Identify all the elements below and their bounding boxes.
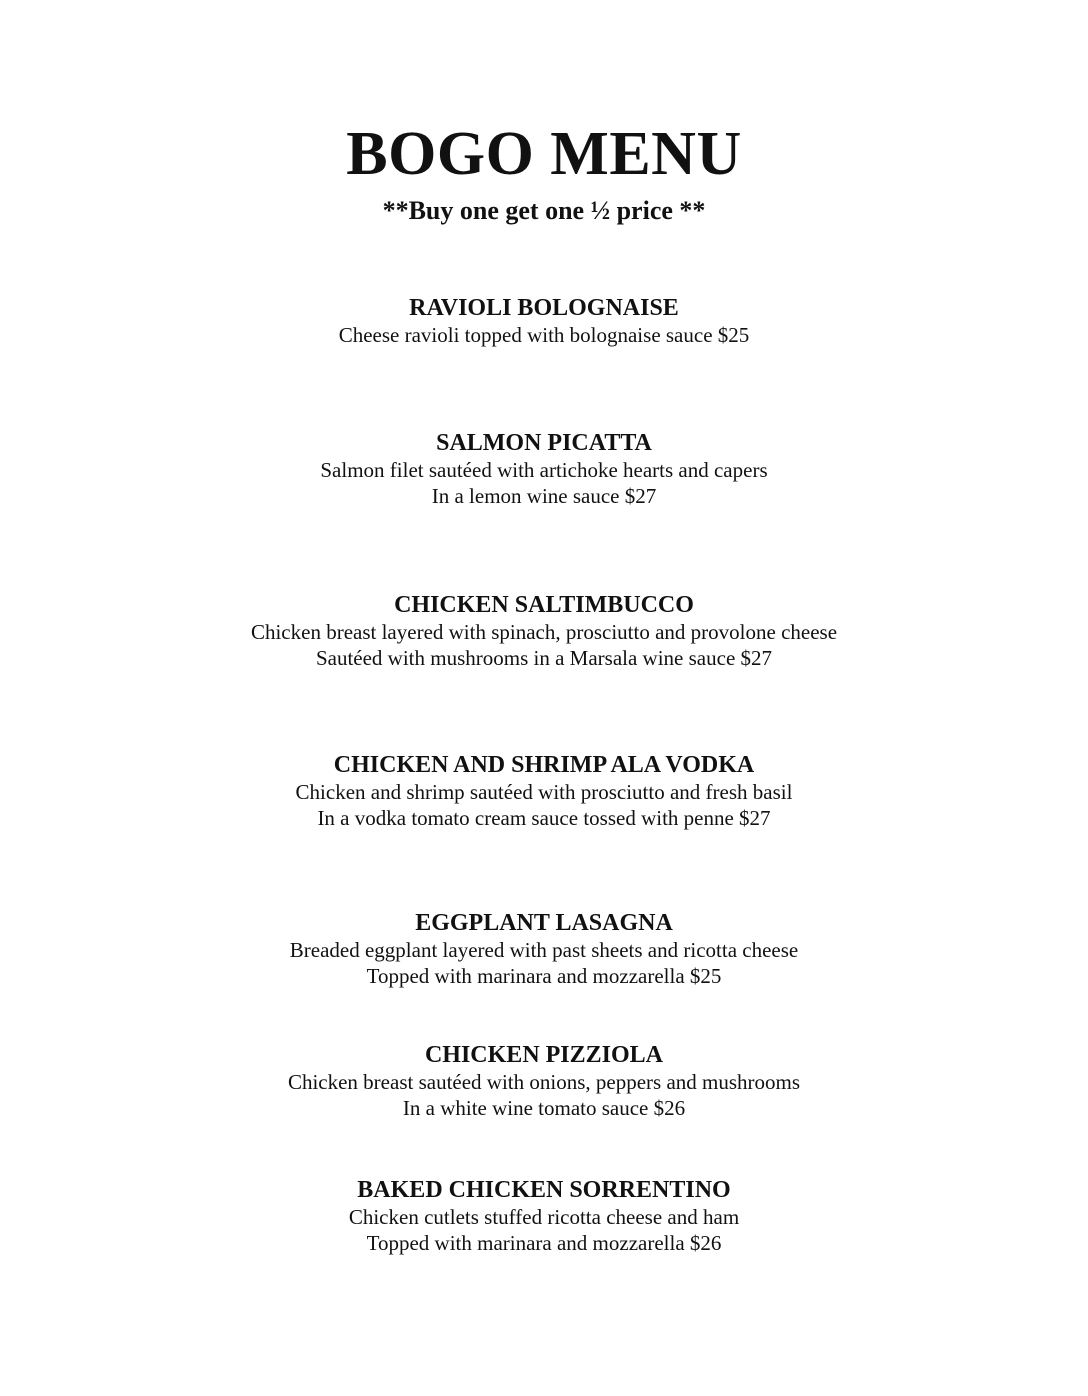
menu-item (0, 429, 1088, 509)
menu-item-description: Salmon filet sautéed with artichoke hearts and capers (320, 458, 768, 482)
menu-item-description: Topped with marinara and mozzarella $26 (366, 1231, 722, 1255)
menu-item (0, 751, 1088, 831)
menu-item-description: Sautéed with mushrooms in a Marsala wine sauce $27 (315, 646, 773, 670)
menu-item (0, 591, 1088, 671)
menu-item-description: Chicken breast layered with spinach, prosciutto and provolone cheese (250, 620, 838, 644)
menu-item (0, 294, 1088, 348)
menu-item-description: In a vodka tomato cream sauce tossed with penne $27 (317, 806, 771, 830)
menu-item-description: Breaded eggplant layered with past sheets and ricotta cheese (289, 938, 799, 962)
menu-item-description: Chicken cutlets stuffed ricotta cheese and ham (348, 1205, 740, 1229)
menu-item-name: CHICKEN AND SHRIMP ALA VODKA (333, 752, 755, 778)
menu-item-name: CHICKEN SALTIMBUCCO (394, 592, 694, 618)
menu-item (0, 1041, 1088, 1121)
menu-item-description: Chicken and shrimp sautéed with prosciutto and fresh basil (295, 780, 793, 804)
menu-item-name: SALMON PICATTA (436, 430, 652, 456)
menu-item-name: EGGPLANT LASAGNA (415, 910, 673, 936)
menu-item-description: Chicken breast sautéed with onions, peppers and mushrooms (287, 1070, 801, 1094)
menu-item-description: In a lemon wine sauce $27 (431, 484, 657, 508)
menu-item (0, 909, 1088, 989)
menu-item-name: RAVIOLI BOLOGNAISE (409, 295, 679, 321)
promo-subtitle: **Buy one get one ½ price ** (382, 196, 706, 225)
menu-item-description: In a white wine tomato sauce $26 (402, 1096, 686, 1120)
menu-item-description: Topped with marinara and mozzarella $25 (366, 964, 722, 988)
page-title: BOGO MENU (346, 120, 742, 188)
menu-item-name: CHICKEN PIZZIOLA (424, 1042, 664, 1068)
menu-item-description: Cheese ravioli topped with bolognaise sauce $25 (338, 323, 750, 347)
menu-item-name: BAKED CHICKEN SORRENTINO (357, 1177, 731, 1203)
menu-item (0, 1176, 1088, 1256)
